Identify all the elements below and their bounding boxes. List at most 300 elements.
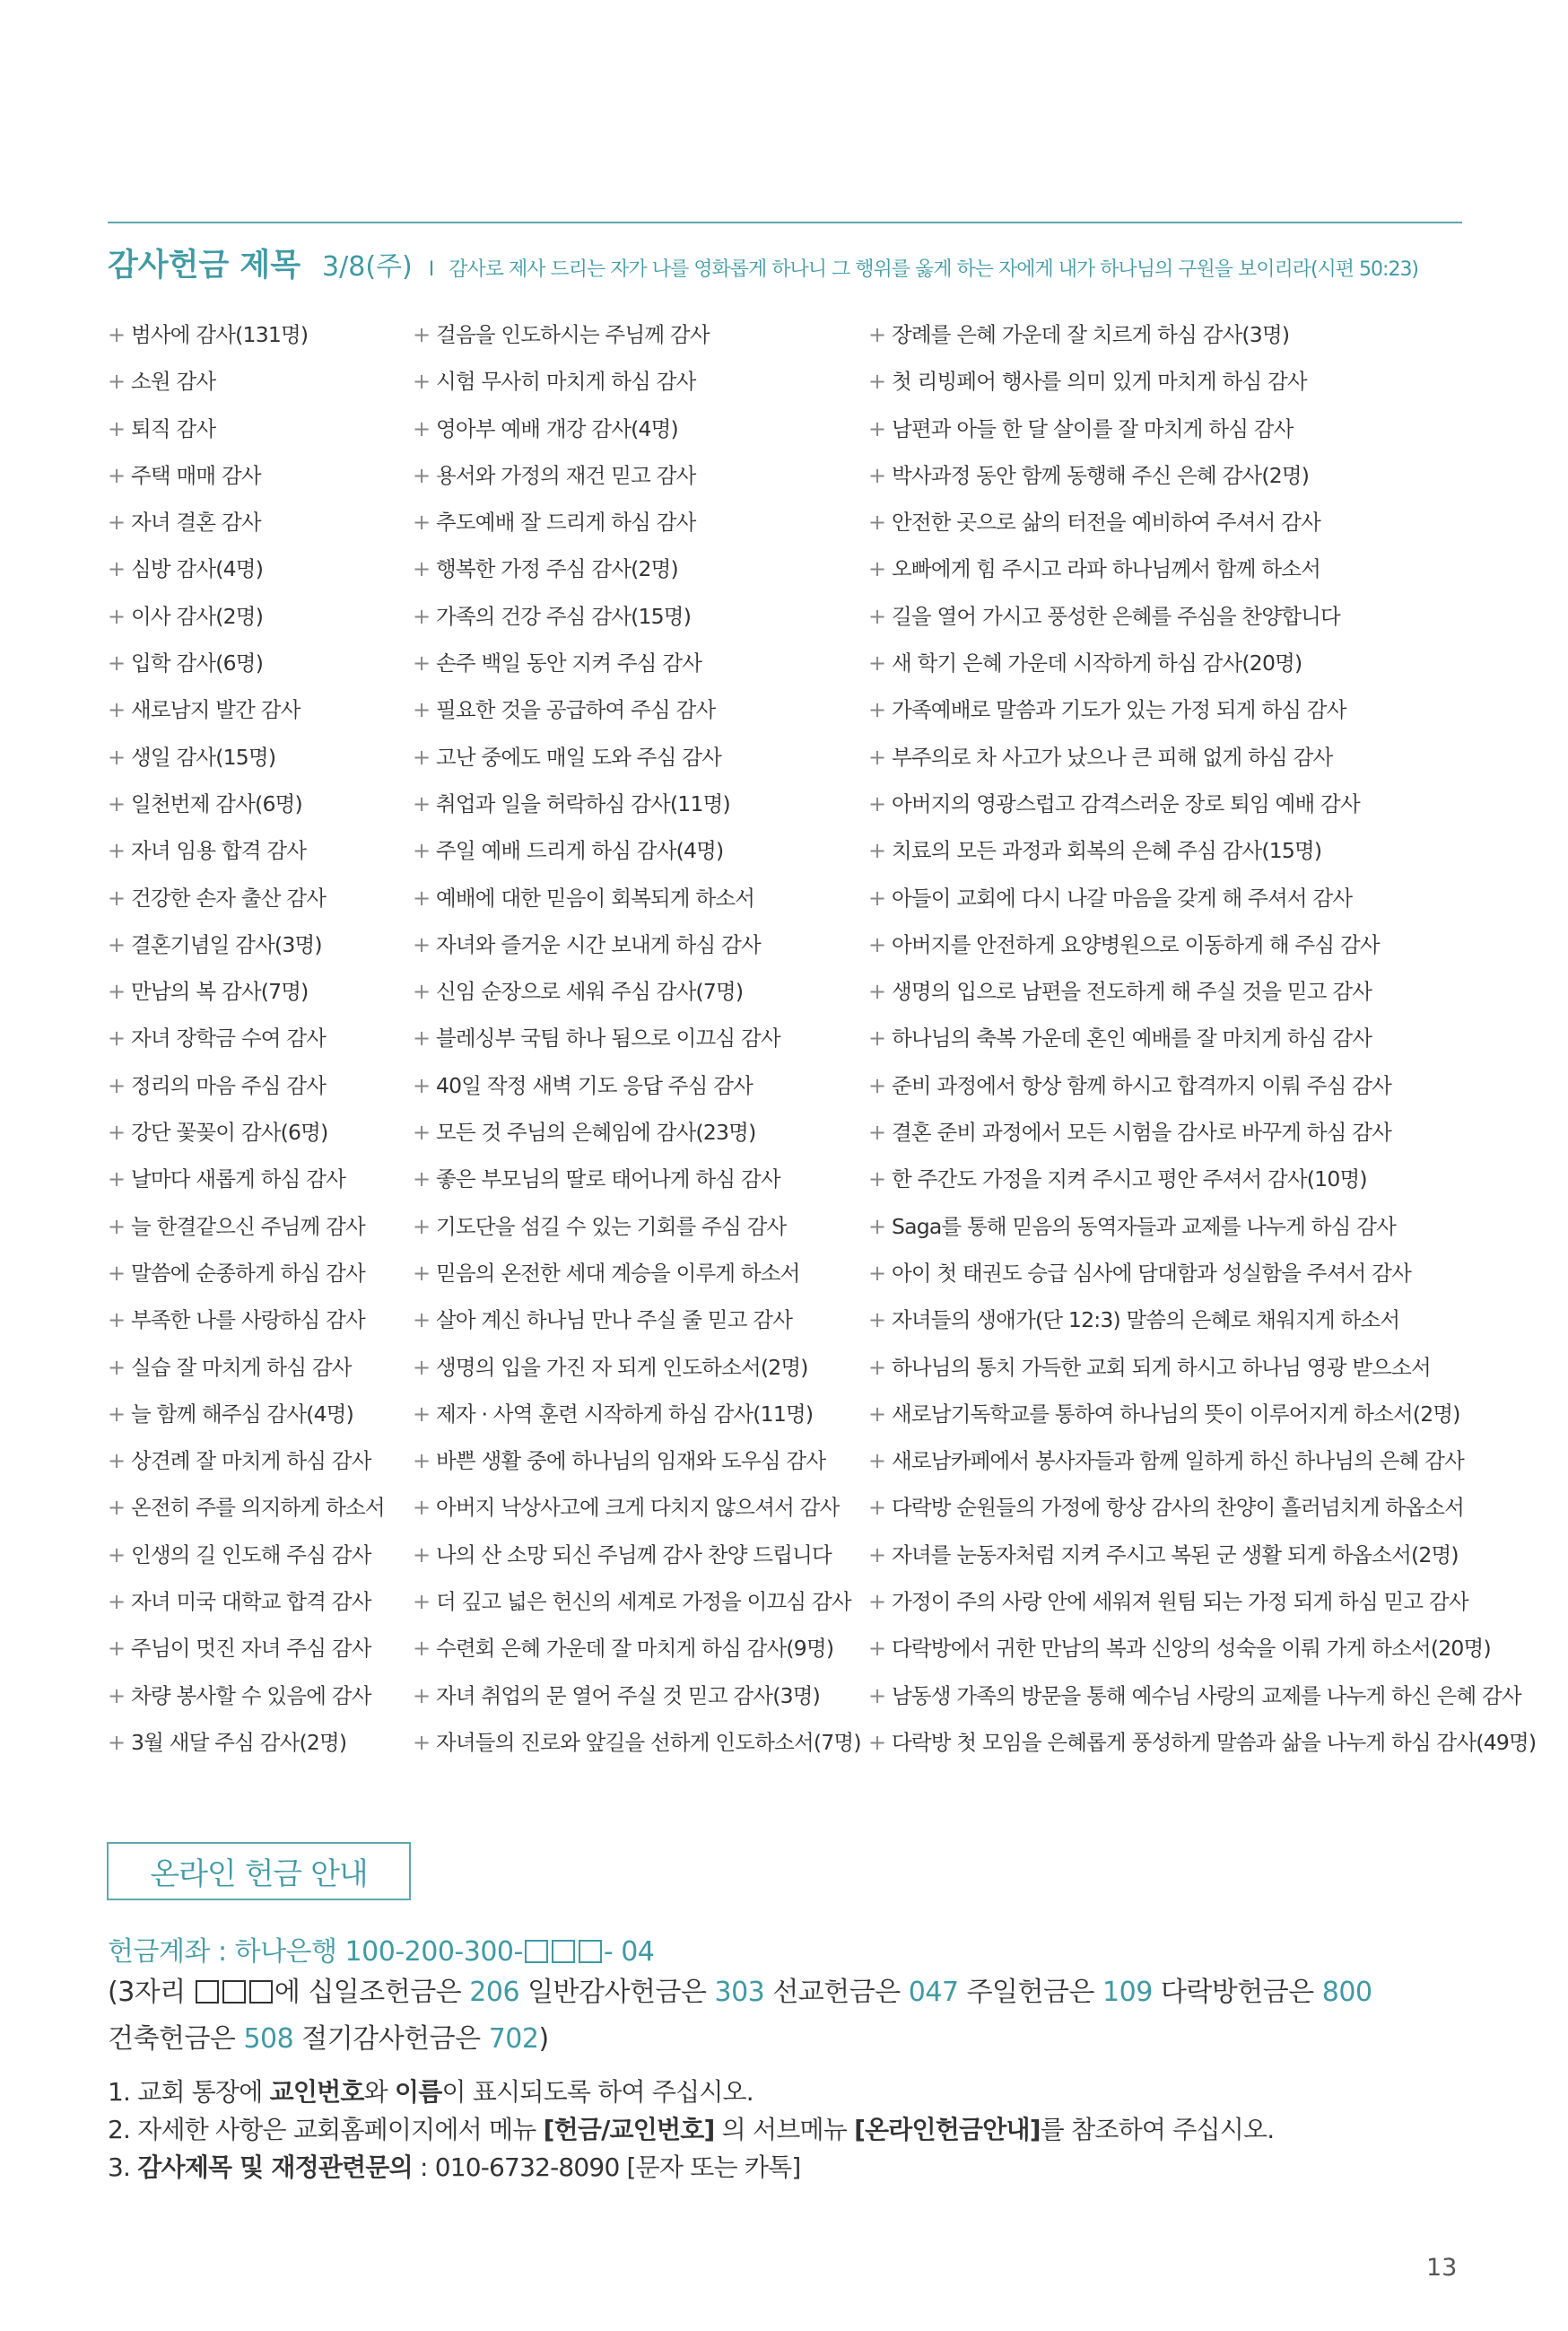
- list-item-text: 나의 산 소망 되신 주님께 감사 찬양 드립니다: [436, 1541, 832, 1567]
- list-item-text: 블레싱부 국팀 하나 됨으로 이끄심 감사: [436, 1026, 780, 1052]
- list-item: [868, 509, 1536, 555]
- note-text: 1. 교회 통장에: [108, 2077, 270, 2107]
- list-item: [108, 650, 385, 696]
- plus-icon: +: [868, 1307, 886, 1333]
- plus-icon: +: [108, 415, 126, 441]
- list-item: [868, 790, 1536, 837]
- note-text: : 010-6732-8090 [문자 또는 카톡]: [412, 2152, 801, 2182]
- codes-close-paren: ): [538, 2023, 549, 2055]
- plus-icon: +: [413, 744, 431, 770]
- list-item: [108, 462, 385, 509]
- list-column-1: [108, 321, 385, 1776]
- list-item: [413, 744, 861, 790]
- list-item: [868, 1354, 1536, 1401]
- note-1: [108, 2073, 1274, 2110]
- list-item: [413, 1588, 861, 1635]
- account-label: 헌금계좌 : 하나은행 100-200-300-: [108, 1936, 523, 1968]
- plus-icon: +: [868, 603, 886, 629]
- plus-icon: +: [413, 1448, 431, 1474]
- list-item: [108, 1635, 385, 1681]
- plus-icon: +: [868, 1448, 886, 1474]
- list-item-text: 아버지를 안전하게 요양병원으로 이동하게 해 주심 감사: [892, 931, 1380, 957]
- list-item: [413, 650, 861, 696]
- list-item: [108, 1401, 385, 1447]
- list-item-text: 아이 첫 태권도 승급 심사에 담대함과 성실함을 주셔서 감사: [892, 1260, 1411, 1286]
- header-separator: I: [428, 258, 435, 281]
- list-item-text: 가정이 주의 사랑 안에 세워져 원팀 되는 가정 되게 하심 믿고 감사: [892, 1589, 1468, 1615]
- list-item: [413, 885, 861, 931]
- section-title: 감사헌금 제목: [108, 248, 301, 284]
- list-item-text: 자녀와 즐거운 시간 보내게 하심 감사: [436, 931, 761, 957]
- plus-icon: +: [108, 1166, 126, 1192]
- list-item-text: 박사과정 동안 함께 동행해 주신 은혜 감사(2명): [892, 462, 1310, 488]
- list-item-text: 실습 잘 마치게 하심 감사: [131, 1354, 352, 1380]
- list-item: [108, 1541, 385, 1588]
- plus-icon: +: [868, 556, 886, 582]
- list-item: [868, 1447, 1536, 1494]
- note-2: [108, 2110, 1274, 2148]
- plus-icon: +: [108, 697, 126, 723]
- plus-icon: +: [868, 838, 886, 864]
- plus-icon: +: [868, 415, 886, 441]
- list-item-text: 늘 함께 해주심 감사(4명): [131, 1401, 354, 1427]
- plus-icon: +: [108, 885, 126, 911]
- list-item-text: 아버지 낙상사고에 크게 다치지 않으셔서 감사: [436, 1495, 840, 1521]
- list-item-text: 정리의 마음 주심 감사: [131, 1072, 327, 1098]
- list-item-text: 소원 감사: [131, 369, 216, 395]
- section-date: 3/8(주): [322, 251, 413, 283]
- list-item: [868, 1119, 1536, 1166]
- list-item-text: 용서와 가정의 재건 믿고 감사: [436, 462, 696, 488]
- note-text: 3.: [108, 2152, 138, 2182]
- code-mission: 047: [908, 1977, 959, 2008]
- list-item: [413, 1635, 861, 1681]
- list-item-text: 주택 매매 감사: [131, 462, 261, 488]
- note-text: 와: [363, 2077, 396, 2107]
- plus-icon: +: [413, 1072, 431, 1098]
- list-column-3: [868, 321, 1536, 1776]
- list-item-text: 걸음을 인도하시는 주님께 감사: [436, 322, 710, 347]
- list-item-text: 자녀들의 생애가(단 12:3) 말씀의 은혜로 채워지게 하소서: [892, 1307, 1400, 1333]
- plus-icon: +: [413, 1636, 431, 1662]
- list-item-text: 입학 감사(6명): [131, 650, 264, 677]
- plus-icon: +: [868, 744, 886, 770]
- list-item-text: 모든 것 주님의 은혜임에 감사(23명): [436, 1120, 756, 1146]
- list-item-text: 고난 중에도 매일 도와 주심 감사: [436, 744, 722, 770]
- list-item-text: 하나님의 축복 가운데 혼인 예배를 잘 마치게 하심 감사: [892, 1026, 1372, 1052]
- list-item: [413, 1447, 861, 1494]
- list-item-text: 40일 작정 새벽 기도 응답 주심 감사: [436, 1072, 754, 1098]
- plus-icon: +: [868, 650, 886, 677]
- list-item: [868, 978, 1536, 1025]
- list-item-text: 취업과 일을 허락하심 감사(11명): [436, 790, 730, 816]
- plus-icon: +: [868, 1682, 886, 1708]
- account-suffix: - 04: [603, 1936, 655, 1968]
- list-item-text: 제자 · 사역 훈련 시작하게 하심 감사(11명): [436, 1401, 814, 1427]
- list-item-text: 아버지의 영광스럽고 감격스러운 장로 퇴임 예배 감사: [892, 790, 1360, 816]
- list-item: [108, 1025, 385, 1071]
- plus-icon: +: [108, 1636, 126, 1662]
- list-item: [868, 1025, 1536, 1071]
- plus-icon: +: [108, 650, 126, 677]
- plus-icon: +: [108, 790, 126, 816]
- list-item: [868, 321, 1536, 368]
- list-item-text: 결혼기념일 감사(3명): [131, 931, 322, 957]
- list-item: [413, 555, 861, 602]
- list-item-text: 남편과 아들 한 달 살이를 잘 마치게 하심 감사: [892, 415, 1294, 441]
- plus-icon: +: [108, 1589, 126, 1615]
- notes-list: [108, 2073, 1274, 2186]
- list-item: [413, 1306, 861, 1353]
- list-item-text: 심방 감사(4명): [131, 556, 264, 582]
- plus-icon: +: [868, 1401, 886, 1427]
- plus-icon: +: [108, 1682, 126, 1708]
- plus-icon: +: [868, 1166, 886, 1192]
- note-bold: 교인번호: [269, 2077, 364, 2107]
- codes-tithe-label: 에 십일조헌금은: [274, 1977, 462, 2008]
- list-item-text: 가족예배로 말씀과 기도가 있는 가정 되게 하심 감사: [892, 697, 1346, 723]
- list-item: [413, 509, 861, 555]
- plus-icon: +: [413, 369, 431, 395]
- list-item: [413, 696, 861, 743]
- list-item: [868, 931, 1536, 978]
- list-item: [868, 885, 1536, 931]
- list-item-text: 새 학기 은혜 가운데 시작하게 하심 감사(20명): [892, 650, 1302, 677]
- list-item: [108, 1213, 385, 1260]
- list-item-text: 일천번제 감사(6명): [131, 790, 302, 816]
- plus-icon: +: [868, 462, 886, 488]
- top-rule: [108, 222, 1462, 223]
- plus-icon: +: [868, 1260, 886, 1286]
- list-item: [868, 1166, 1536, 1212]
- list-item-text: 새로남지 발간 감사: [131, 697, 301, 723]
- list-item: [108, 603, 385, 650]
- online-offering-title-box: [107, 1842, 411, 1900]
- list-item-text: 생명의 입을 가진 자 되게 인도하소서(2명): [436, 1354, 808, 1380]
- plus-icon: +: [868, 1120, 886, 1146]
- blank-box-icon: [579, 1940, 602, 1963]
- list-item: [413, 837, 861, 884]
- list-item: [413, 1072, 861, 1119]
- codes-prefix: (3자리: [108, 1977, 186, 2008]
- plus-icon: +: [868, 1026, 886, 1052]
- list-item-text: 결혼 준비 과정에서 모든 시험을 감사로 바꾸게 하심 감사: [892, 1120, 1392, 1146]
- plus-icon: +: [108, 1495, 126, 1521]
- list-item: [108, 1354, 385, 1401]
- list-item: [108, 790, 385, 837]
- list-item: [413, 1541, 861, 1588]
- plus-icon: +: [108, 838, 126, 864]
- list-item: [868, 462, 1536, 509]
- list-item: [868, 1401, 1536, 1447]
- list-item-text: 건강한 손자 출산 감사: [131, 885, 327, 911]
- list-item-text: 온전히 주를 의지하게 하소서: [131, 1495, 385, 1521]
- list-item: [413, 1119, 861, 1166]
- list-item-text: 차량 봉사할 수 있음에 감사: [131, 1682, 371, 1708]
- plus-icon: +: [868, 1495, 886, 1521]
- list-item-text: 주님이 멋진 자녀 주심 감사: [131, 1636, 371, 1662]
- offering-codes-line-1: [108, 1969, 1372, 2009]
- list-item-text: 늘 한결같으신 주님께 감사: [131, 1213, 365, 1239]
- list-item-text: 날마다 새롭게 하심 감사: [131, 1166, 346, 1192]
- list-item-text: 다락방 순원들의 가정에 항상 감사의 찬양이 흘러넘치게 하옵소서: [892, 1495, 1465, 1521]
- list-item: [413, 603, 861, 650]
- plus-icon: +: [108, 744, 126, 770]
- list-item-text: 새로남기독학교를 통하여 하나님의 뜻이 이루어지게 하소서(2명): [892, 1401, 1460, 1427]
- plus-icon: +: [413, 1026, 431, 1052]
- list-item-text: 남동생 가족의 방문을 통해 예수님 사랑의 교제를 나누게 하신 은혜 감사: [892, 1682, 1521, 1708]
- plus-icon: +: [413, 415, 431, 441]
- codes-mission-label: 선교헌금은: [772, 1977, 901, 2008]
- plus-icon: +: [868, 790, 886, 816]
- list-item-text: 길을 열어 가시고 풍성한 은혜를 주심을 찬양합니다: [892, 603, 1340, 629]
- plus-icon: +: [868, 1541, 886, 1567]
- plus-icon: +: [868, 1589, 886, 1615]
- note-bold: [헌금/교인번호]: [543, 2115, 715, 2144]
- list-item-text: 자녀들의 진로와 앞길을 선하게 인도하소서(7명): [436, 1729, 861, 1755]
- list-item-text: 자녀를 눈동자처럼 지켜 주시고 복된 군 생활 되게 하옵소서(2명): [892, 1541, 1459, 1567]
- list-item: [413, 1494, 861, 1541]
- plus-icon: +: [868, 1729, 886, 1755]
- plus-icon: +: [413, 1401, 431, 1427]
- list-item: [108, 1119, 385, 1166]
- list-item: [413, 462, 861, 509]
- plus-icon: +: [413, 1213, 431, 1239]
- list-item: [868, 696, 1536, 743]
- list-item: [108, 415, 385, 462]
- list-item-text: 아들이 교회에 다시 나갈 마음을 갖게 해 주셔서 감사: [892, 885, 1353, 911]
- list-item: [108, 368, 385, 415]
- list-item-text: 자녀 장학금 수여 감사: [131, 1026, 327, 1052]
- note-text: 2. 자세한 사항은 교회홈페이지에서 메뉴: [108, 2115, 544, 2144]
- plus-icon: +: [868, 885, 886, 911]
- list-item-text: 더 깊고 넓은 헌신의 세계로 가정을 이끄심 감사: [436, 1589, 851, 1615]
- bible-verse: 감사로 제사 드리는 자가 나를 영화롭게 하나니 그 행위를 옳게 하는 자에게 내가 하나님의 구원을 보이리라(시편 50:23): [449, 258, 1419, 281]
- plus-icon: +: [413, 931, 431, 957]
- list-item: [868, 1588, 1536, 1635]
- plus-icon: +: [413, 1166, 431, 1192]
- list-item-text: 다락방 첫 모임을 은혜롭게 풍성하게 말씀과 삶을 나누게 하심 감사(49명): [892, 1729, 1537, 1755]
- list-item-text: 퇴직 감사: [131, 415, 216, 441]
- list-item: [108, 1306, 385, 1353]
- code-building: 508: [243, 2023, 294, 2055]
- plus-icon: +: [413, 1495, 431, 1521]
- plus-icon: +: [108, 1072, 126, 1098]
- codes-seasonal-label: 절기감사헌금은: [301, 2023, 481, 2055]
- list-item-text: 예배에 대한 믿음이 회복되게 하소서: [436, 885, 755, 911]
- list-item-text: 인생의 길 인도해 주심 감사: [131, 1541, 371, 1567]
- plus-icon: +: [413, 1589, 431, 1615]
- list-item: [868, 415, 1536, 462]
- list-item-text: 만남의 복 감사(7명): [131, 979, 309, 1005]
- list-item: [868, 1494, 1536, 1541]
- list-item-text: 안전한 곳으로 삶의 터전을 예비하여 주셔서 감사: [892, 510, 1321, 536]
- plus-icon: +: [868, 697, 886, 723]
- plus-icon: +: [413, 1120, 431, 1146]
- list-item-text: 좋은 부모님의 딸로 태어나게 하심 감사: [436, 1166, 780, 1192]
- list-item-text: 생명의 입으로 남편을 전도하게 해 주실 것을 믿고 감사: [892, 979, 1372, 1005]
- blank-box-icon: [525, 1940, 548, 1963]
- list-item-text: 강단 꽃꽂이 감사(6명): [131, 1120, 328, 1146]
- plus-icon: +: [413, 885, 431, 911]
- list-item: [108, 1072, 385, 1119]
- list-item: [108, 555, 385, 602]
- plus-icon: +: [108, 462, 126, 488]
- plus-icon: +: [413, 1729, 431, 1755]
- list-item-text: 상견례 잘 마치게 하심 감사: [131, 1448, 371, 1474]
- list-item: [108, 744, 385, 790]
- list-item: [413, 1025, 861, 1071]
- plus-icon: +: [108, 322, 126, 347]
- plus-icon: +: [108, 556, 126, 582]
- blank-box-icon: [222, 1980, 246, 2004]
- list-item: [108, 978, 385, 1025]
- list-item: [108, 321, 385, 368]
- page-number: 13: [1426, 2254, 1458, 2282]
- plus-icon: +: [108, 1307, 126, 1333]
- list-item: [413, 415, 861, 462]
- list-item-text: 시험 무사히 마치게 하심 감사: [436, 369, 696, 395]
- list-item: [868, 837, 1536, 884]
- note-text: 이 표시되도록 하여 주십시오.: [441, 2077, 754, 2107]
- plus-icon: +: [413, 1307, 431, 1333]
- list-item-text: 새로남카페에서 봉사자들과 함께 일하게 하신 하나님의 은혜 감사: [892, 1448, 1465, 1474]
- list-item-text: 이사 감사(2명): [131, 603, 264, 629]
- code-tithe: 206: [469, 1977, 520, 2008]
- list-item: [868, 368, 1536, 415]
- list-item: [108, 1166, 385, 1212]
- code-darakbang: 800: [1321, 1977, 1372, 2008]
- offering-codes-line-2: [108, 2016, 549, 2056]
- list-item-text: 살아 계신 하나님 만나 주실 줄 믿고 감사: [436, 1307, 793, 1333]
- plus-icon: +: [108, 1448, 126, 1474]
- list-item-text: 믿음의 온전한 세대 계승을 이루게 하소서: [436, 1260, 800, 1286]
- plus-icon: +: [413, 556, 431, 582]
- list-item-text: 생일 감사(15명): [131, 744, 276, 770]
- list-item-text: 치료의 모든 과정과 회복의 은혜 주심 감사(15명): [892, 838, 1322, 864]
- list-item-text: 바쁜 생활 중에 하나님의 임재와 도우심 감사: [436, 1448, 826, 1474]
- list-item-text: 오빠에게 힘 주시고 라파 하나님께서 함께 하소서: [892, 556, 1321, 582]
- note-bold: 이름: [395, 2077, 442, 2107]
- plus-icon: +: [868, 369, 886, 395]
- list-item-text: 자녀 결혼 감사: [131, 510, 261, 536]
- list-item-text: 추도예배 잘 드리게 하심 감사: [436, 510, 696, 536]
- plus-icon: +: [108, 1260, 126, 1286]
- list-item: [108, 1260, 385, 1306]
- plus-icon: +: [413, 1541, 431, 1567]
- list-item: [413, 368, 861, 415]
- note-bold: [온라인헌금안내]: [854, 2115, 1041, 2144]
- blank-box-icon: [196, 1980, 219, 2004]
- plus-icon: +: [108, 1213, 126, 1239]
- list-item: [108, 1588, 385, 1635]
- list-item: [108, 696, 385, 743]
- list-item: [108, 931, 385, 978]
- plus-icon: +: [108, 510, 126, 536]
- code-sunday: 109: [1102, 1977, 1153, 2008]
- section-header: [108, 240, 1418, 285]
- list-item-text: 범사에 감사(131명): [131, 322, 309, 347]
- list-item: [413, 1729, 861, 1776]
- list-item: [413, 978, 861, 1025]
- plus-icon: +: [868, 979, 886, 1005]
- list-item-text: 부주의로 차 사고가 났으나 큰 피해 없게 하심 감사: [892, 744, 1333, 770]
- list-item-text: 필요한 것을 공급하여 주심 감사: [436, 697, 716, 723]
- list-item: [413, 790, 861, 837]
- plus-icon: +: [108, 1541, 126, 1567]
- note-text: 의 서브메뉴: [714, 2115, 855, 2144]
- list-item: [868, 1635, 1536, 1681]
- note-text: 를 참조하여 주십시오.: [1040, 2115, 1275, 2144]
- plus-icon: +: [108, 1729, 126, 1755]
- code-seasonal: 702: [488, 2023, 539, 2055]
- list-item-text: 손주 백일 동안 지켜 주심 감사: [436, 650, 702, 677]
- list-item: [413, 1260, 861, 1306]
- list-item: [868, 1306, 1536, 1353]
- list-item: [868, 1213, 1536, 1260]
- plus-icon: +: [868, 931, 886, 957]
- plus-icon: +: [108, 1401, 126, 1427]
- list-item: [868, 650, 1536, 696]
- list-item-text: 한 주간도 가정을 지켜 주시고 평안 주셔서 감사(10명): [892, 1166, 1367, 1192]
- list-item: [868, 555, 1536, 602]
- code-general: 303: [714, 1977, 765, 2008]
- plus-icon: +: [108, 931, 126, 957]
- plus-icon: +: [108, 603, 126, 629]
- list-item-text: 하나님의 통치 가득한 교회 되게 하시고 하나님 영광 받으소서: [892, 1354, 1431, 1380]
- codes-general-label: 일반감사헌금은: [527, 1977, 707, 2008]
- list-item-text: 가족의 건강 주심 감사(15명): [436, 603, 692, 629]
- plus-icon: +: [868, 510, 886, 536]
- list-item-text: Saga를 통해 믿음의 동역자들과 교제를 나누게 하심 감사: [892, 1213, 1397, 1239]
- list-item: [868, 744, 1536, 790]
- codes-building-label: 건축헌금은: [108, 2023, 236, 2055]
- list-item: [413, 1354, 861, 1401]
- account-line: [108, 1929, 654, 1969]
- list-item-text: 3월 새달 주심 감사(2명): [131, 1729, 347, 1755]
- list-item-text: 주일 예배 드리게 하심 감사(4명): [436, 838, 724, 864]
- list-item: [868, 603, 1536, 650]
- list-item-text: 자녀 취업의 문 열어 주실 것 믿고 감사(3명): [436, 1682, 820, 1708]
- plus-icon: +: [868, 1213, 886, 1239]
- list-item: [108, 1682, 385, 1729]
- list-item-text: 첫 리빙페어 행사를 의미 있게 마치게 하심 감사: [892, 369, 1307, 395]
- plus-icon: +: [413, 697, 431, 723]
- list-item-text: 신임 순장으로 세워 주심 감사(7명): [436, 979, 744, 1005]
- plus-icon: +: [868, 1354, 886, 1380]
- list-item: [868, 1260, 1536, 1306]
- list-item-text: 자녀 미국 대학교 합격 감사: [131, 1589, 371, 1615]
- plus-icon: +: [108, 1354, 126, 1380]
- plus-icon: +: [413, 603, 431, 629]
- plus-icon: +: [413, 979, 431, 1005]
- list-item: [108, 885, 385, 931]
- list-item-text: 자녀 임용 합격 감사: [131, 838, 307, 864]
- list-item: [868, 1682, 1536, 1729]
- plus-icon: +: [413, 510, 431, 536]
- list-item: [868, 1541, 1536, 1588]
- plus-icon: +: [413, 1354, 431, 1380]
- list-item: [413, 1166, 861, 1212]
- list-item: [108, 837, 385, 884]
- note-bold: 감사제목 및 재정관련문의: [137, 2152, 413, 2182]
- list-item-text: 기도단을 섬길 수 있는 기회를 주심 감사: [436, 1213, 787, 1239]
- list-item-text: 장례를 은혜 가운데 잘 치르게 하심 감사(3명): [892, 322, 1290, 347]
- list-item-text: 준비 과정에서 항상 함께 하시고 합격까지 이뤄 주심 감사: [892, 1072, 1392, 1098]
- list-item-text: 다락방에서 귀한 만남의 복과 신앙의 성숙을 이뤄 가게 하소서(20명): [892, 1636, 1491, 1662]
- codes-sunday-label: 주일헌금은: [966, 1977, 1094, 2008]
- codes-darakbang-label: 다락방헌금은: [1160, 1977, 1314, 2008]
